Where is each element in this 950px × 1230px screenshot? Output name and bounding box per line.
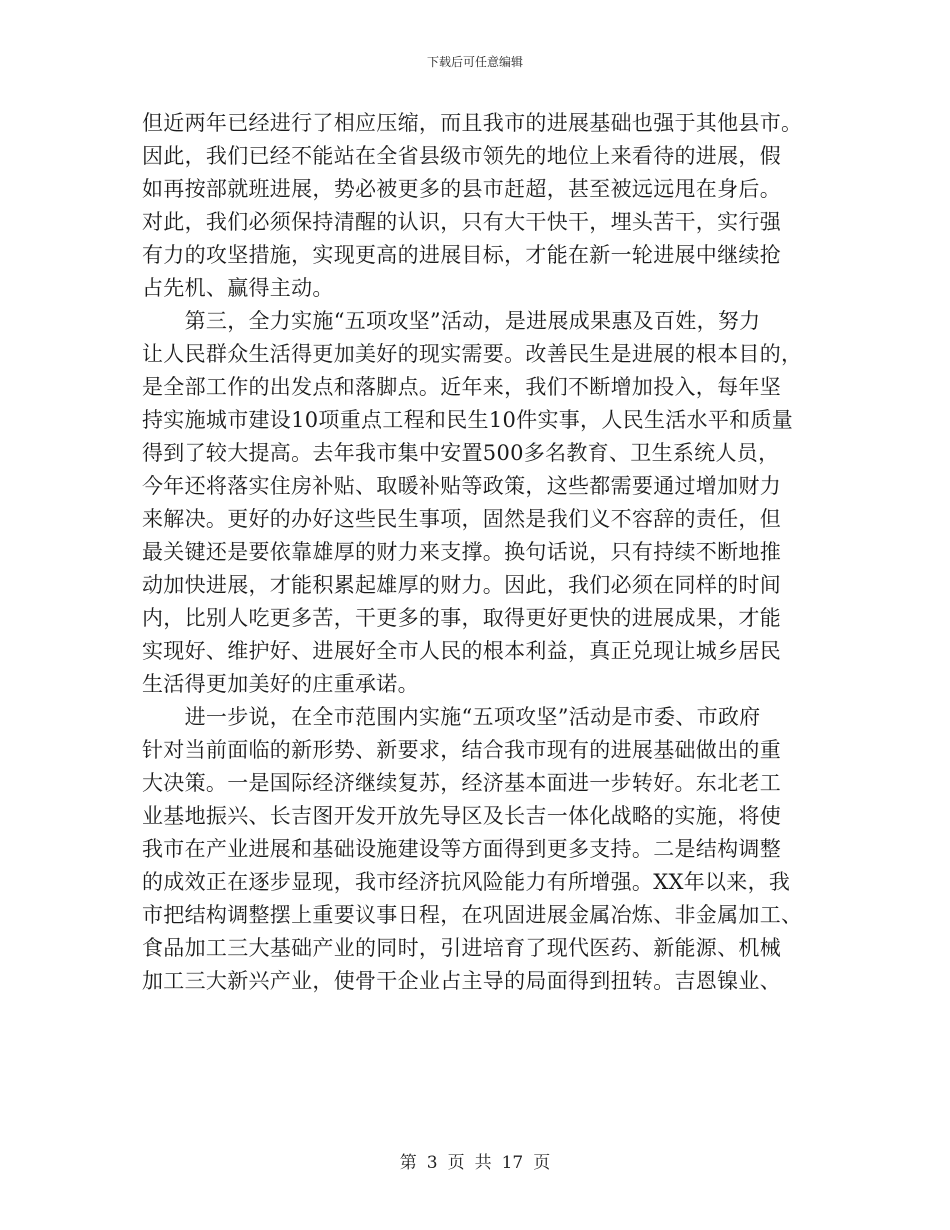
text-line: 如再按部就班进展，势必被更多的县市赶超，甚至被远远甩在身后。 — [142, 177, 781, 201]
paragraph-1 — [142, 107, 808, 305]
total-pages-number: 17 — [501, 1153, 524, 1173]
text-line: 是全部工作的出发点和落脚点。近年来，我们不断增加投入，每年坚 — [142, 375, 781, 399]
text-line: 但近两年已经进行了相应压缩，而且我市的进展基础也强于其他县市。 — [142, 111, 803, 135]
page-number-footer — [0, 1152, 950, 1174]
text-line: 因此，我们已经不能站在全省县级市领先的地位上来看待的进展，假 — [142, 144, 781, 168]
text-line: 进一步说，在全市范围内实施“五项攻坚”活动是市委、市政府 — [142, 705, 761, 729]
text-line: 今年还将落实住房补贴、取暖补贴等政策，这些都需要通过增加财力 — [142, 474, 781, 498]
text-line: 市把结构调整摆上重要议事日程，在巩固进展金属冶炼、非金属加工、 — [142, 903, 803, 927]
text-line: 得到了较大提高。去年我市集中安置500多名教育、卫生系统人员， — [142, 441, 780, 465]
footer-word: 页 — [533, 1153, 551, 1173]
text-line: 动加快进展，才能积累起雄厚的财力。因此，我们必须在同样的时间 — [142, 573, 781, 597]
footer-word: 页 — [447, 1153, 465, 1173]
paragraph-2 — [142, 305, 808, 701]
text-line: 实现好、维护好、进展好全市人民的根本利益，真正兑现让城乡居民 — [142, 639, 781, 663]
paragraph-3 — [142, 701, 808, 998]
text-line: 最关键还是要依靠雄厚的财力来支撑。换句话说，只有持续不断地推 — [142, 540, 781, 564]
text-line: 生活得更加美好的庄重承诺。 — [142, 672, 419, 696]
text-line: 对此，我们必须保持清醒的认识，只有大干快干，埋头苦干，实行强 — [142, 210, 781, 234]
text-line: 大决策。一是国际经济继续复苏，经济基本面进一步转好。东北老工 — [142, 771, 781, 795]
text-line: 来解决。更好的办好这些民生事项，固然是我们义不容辞的责任，但 — [142, 507, 781, 531]
text-line: 加工三大新兴产业，使骨干企业占主导的局面得到扭转。吉恩镍业、 — [142, 969, 781, 993]
text-line: 的成效正在逐步显现，我市经济抗风险能力有所增强。XX年以来，我 — [142, 870, 791, 894]
document-body — [142, 107, 808, 998]
text-line: 持实施城市建设10项重点工程和民生10件实事，人民生活水平和质量 — [142, 408, 794, 432]
text-line: 第三，全力实施“五项攻坚”活动，是进展成果惠及百姓，努力 — [142, 309, 761, 333]
current-page-number: 3 — [426, 1153, 438, 1173]
text-line: 针对当前面临的新形势、新要求，结合我市现有的进展基础做出的重 — [142, 738, 781, 762]
text-line: 我市在产业进展和基础设施建设等方面得到更多支持。二是结构调整 — [142, 837, 781, 861]
footer-word: 第 — [399, 1153, 417, 1173]
page-header-note: 下载后可任意编辑 — [426, 55, 523, 69]
text-line: 占先机、赢得主动。 — [142, 276, 334, 300]
text-line: 内，比别人吃更多苦，干更多的事，取得更好更快的进展成果，才能 — [142, 606, 781, 630]
text-line: 业基地振兴、长吉图开发开放先导区及长吉一体化战略的实施，将使 — [142, 804, 781, 828]
text-line: 有力的攻坚措施，实现更高的进展目标，才能在新一轮进展中继续抢 — [142, 243, 781, 267]
text-line: 食品加工三大基础产业的同时，引进培育了现代医药、新能源、机械 — [142, 936, 781, 960]
text-line: 让人民群众生活得更加美好的现实需要。改善民生是进展的根本目的， — [142, 342, 803, 366]
footer-word: 共 — [474, 1153, 492, 1173]
